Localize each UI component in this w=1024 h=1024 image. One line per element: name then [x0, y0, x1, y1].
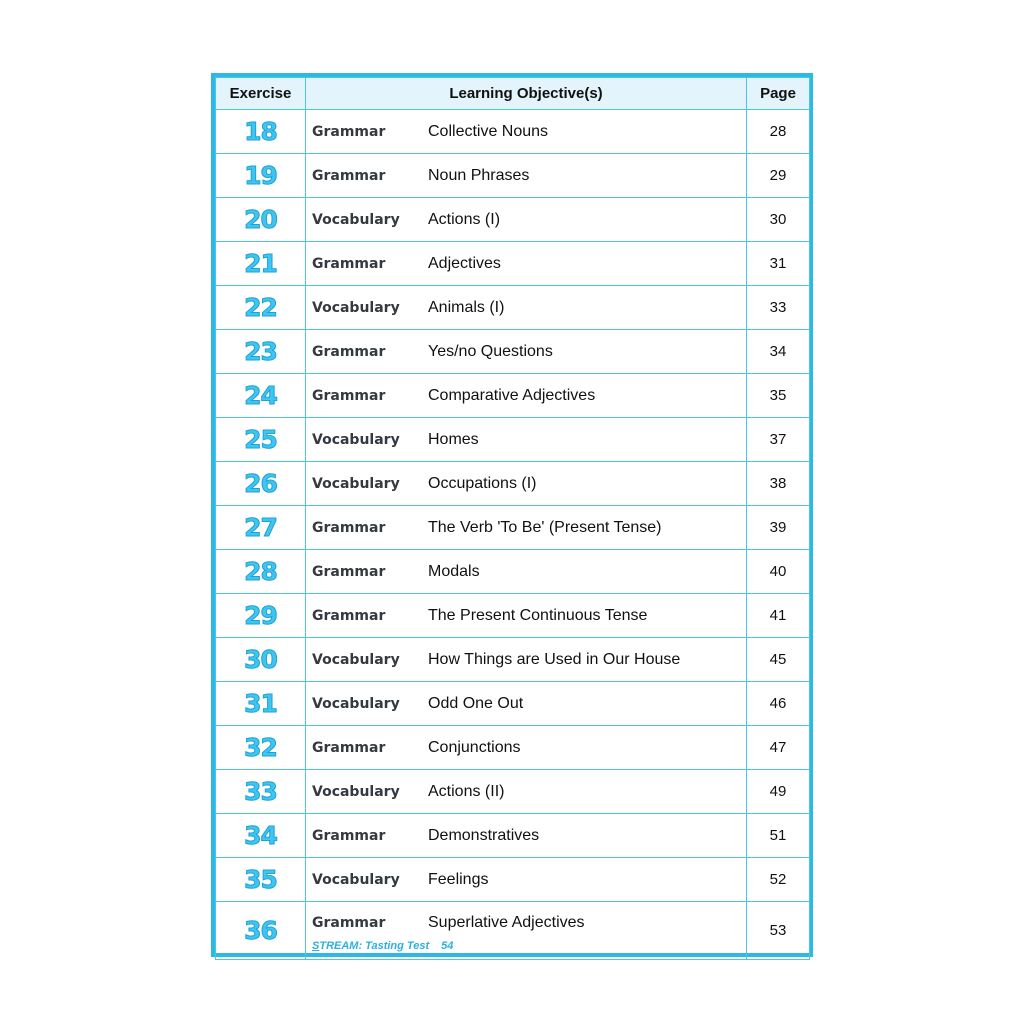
category-label: Grammar — [312, 739, 386, 756]
page-number: 53 — [747, 902, 810, 960]
table-row — [216, 374, 810, 418]
objective-cell — [306, 726, 747, 770]
objective-text: Superlative Adjectives — [428, 914, 585, 931]
page-number: 38 — [747, 462, 810, 506]
table-row — [216, 726, 810, 770]
page-number: 39 — [747, 506, 810, 550]
exercise-number: 36 — [216, 902, 306, 960]
objective-text: Feelings — [428, 870, 489, 888]
category-label: Vocabulary — [312, 299, 400, 316]
exercise-number: 28 — [216, 550, 306, 594]
stream-title: TREAM: Tasting Test — [319, 940, 430, 952]
table-of-contents — [211, 73, 813, 957]
exercise-number: 18 — [216, 110, 306, 154]
objective-cell — [306, 286, 747, 330]
objective-cell — [306, 374, 747, 418]
objective-text: Modals — [428, 562, 480, 580]
table-row — [216, 638, 810, 682]
exercise-number: 34 — [216, 814, 306, 858]
exercise-number: 25 — [216, 418, 306, 462]
objective-text: Adjectives — [428, 254, 501, 272]
page-number: 33 — [747, 286, 810, 330]
category-label: Grammar — [312, 167, 386, 184]
exercise-number: 23 — [216, 330, 306, 374]
table-row — [216, 770, 810, 814]
exercise-number: 31 — [216, 682, 306, 726]
table-row — [216, 858, 810, 902]
exercise-number: 19 — [216, 154, 306, 198]
page-number: 51 — [747, 814, 810, 858]
objective-cell — [306, 594, 747, 638]
page-number: 34 — [747, 330, 810, 374]
exercise-number: 26 — [216, 462, 306, 506]
objective-cell — [306, 198, 747, 242]
category-label: Vocabulary — [312, 475, 400, 492]
exercise-number: 20 — [216, 198, 306, 242]
stream-note — [312, 940, 453, 952]
table-row — [216, 594, 810, 638]
objective-text: Actions (II) — [428, 782, 505, 800]
table-header — [216, 78, 810, 110]
objective-cell — [306, 110, 747, 154]
objective-text: Collective Nouns — [428, 122, 549, 140]
category-label: Vocabulary — [312, 211, 400, 228]
objective-text: Actions (I) — [428, 210, 501, 228]
exercise-number: 22 — [216, 286, 306, 330]
category-label: Vocabulary — [312, 783, 400, 800]
table-row — [216, 418, 810, 462]
exercise-number: 32 — [216, 726, 306, 770]
table-row — [216, 462, 810, 506]
objective-cell — [306, 242, 747, 286]
page-number: 41 — [747, 594, 810, 638]
table-row — [216, 198, 810, 242]
category-label: Grammar — [312, 343, 386, 360]
objective-text: Comparative Adjectives — [428, 386, 596, 404]
page-number: 29 — [747, 154, 810, 198]
objective-text: Occupations (I) — [428, 474, 537, 492]
exercise-number: 27 — [216, 506, 306, 550]
page-number: 45 — [747, 638, 810, 682]
table-row — [216, 682, 810, 726]
exercise-number: 35 — [216, 858, 306, 902]
category-label: Grammar — [312, 519, 386, 536]
page-number: 28 — [747, 110, 810, 154]
table-row — [216, 506, 810, 550]
exercise-number: 24 — [216, 374, 306, 418]
objective-cell — [306, 418, 747, 462]
table-row — [216, 814, 810, 858]
category-label: Grammar — [312, 255, 386, 272]
header-page: Page — [747, 78, 810, 110]
category-label: Vocabulary — [312, 871, 400, 888]
exercise-number: 21 — [216, 242, 306, 286]
page-number: 47 — [747, 726, 810, 770]
objective-cell — [306, 330, 747, 374]
objective-text: The Present Continuous Tense — [428, 606, 648, 624]
stream-first-letter: S — [312, 940, 320, 952]
stream-page: 54 — [441, 940, 454, 952]
category-label: Grammar — [312, 387, 386, 404]
exercise-number: 29 — [216, 594, 306, 638]
objective-cell — [306, 682, 747, 726]
objective-cell — [306, 902, 747, 960]
category-label: Vocabulary — [312, 431, 400, 448]
page-number: 31 — [747, 242, 810, 286]
objective-cell — [306, 770, 747, 814]
objective-cell — [306, 154, 747, 198]
exercise-number: 33 — [216, 770, 306, 814]
table-row — [216, 154, 810, 198]
category-label: Vocabulary — [312, 651, 400, 668]
page-number: 46 — [747, 682, 810, 726]
page-number: 35 — [747, 374, 810, 418]
table-row — [216, 550, 810, 594]
page-number: 40 — [747, 550, 810, 594]
page-number: 49 — [747, 770, 810, 814]
category-label: Grammar — [312, 123, 386, 140]
objective-text: Yes/no Questions — [428, 342, 553, 360]
category-label: Grammar — [312, 915, 386, 931]
category-label: Vocabulary — [312, 695, 400, 712]
page-number: 52 — [747, 858, 810, 902]
category-label: Grammar — [312, 827, 386, 844]
objective-cell — [306, 462, 747, 506]
objective-cell — [306, 814, 747, 858]
objective-cell — [306, 550, 747, 594]
header-objective: Learning Objective(s) — [306, 78, 747, 110]
objective-text: Odd One Out — [428, 694, 524, 712]
table-row — [216, 242, 810, 286]
page-number: 37 — [747, 418, 810, 462]
table-row — [216, 286, 810, 330]
objective-cell — [306, 858, 747, 902]
header-exercise: Exercise — [216, 78, 306, 110]
objective-cell — [306, 506, 747, 550]
objective-text: Animals (I) — [428, 298, 505, 316]
table-row — [216, 330, 810, 374]
objective-text: The Verb 'To Be' (Present Tense) — [428, 518, 662, 536]
objective-cell — [306, 638, 747, 682]
table-row — [216, 902, 810, 960]
category-label: Grammar — [312, 563, 386, 580]
contents-table — [215, 77, 810, 960]
objective-text: How Things are Used in Our House — [428, 650, 681, 668]
table-row — [216, 110, 810, 154]
exercise-number: 30 — [216, 638, 306, 682]
objective-text: Homes — [428, 430, 479, 448]
objective-text: Conjunctions — [428, 738, 521, 756]
category-label: Grammar — [312, 607, 386, 624]
page-number: 30 — [747, 198, 810, 242]
objective-text: Noun Phrases — [428, 166, 530, 184]
objective-text: Demonstratives — [428, 826, 540, 844]
